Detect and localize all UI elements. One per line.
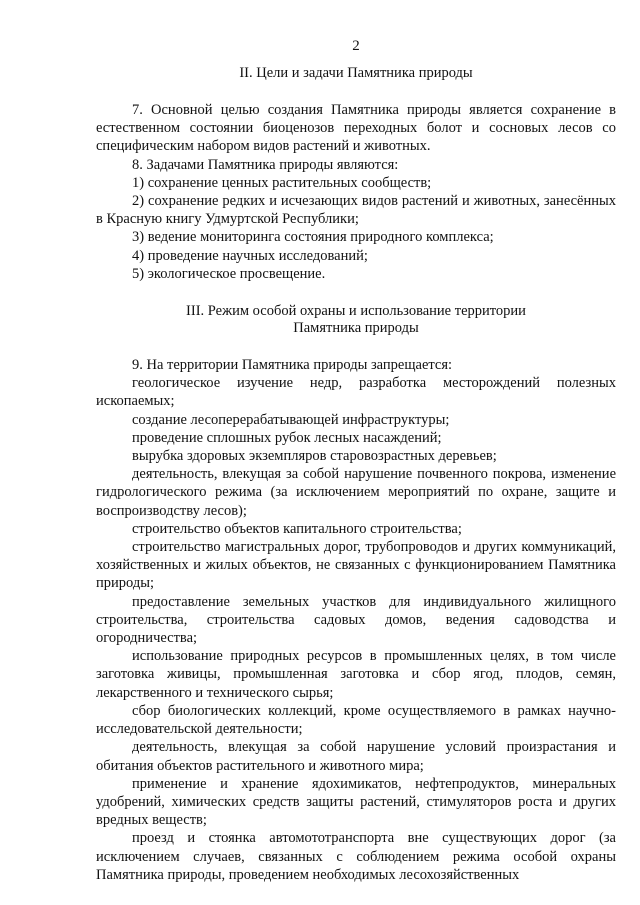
prohibition-item: вырубка здоровых экземпляров старовозрастных деревьев; xyxy=(132,448,497,465)
prohibition-item: сбор биологических коллекций, кроме осуществляемого в рамках научно-исследовательской деятельности; xyxy=(96,702,616,738)
paragraph-7: 7. Основной целью создания Памятника природы является сохранение в естественном состоянии биоценозов переходных болот и сосновых лесов со специфическим набором видов растений и животных. xyxy=(96,102,616,155)
prohibition-item: проезд и стоянка автомототранспорта вне существующих дорог (за исключением случаев, связанных с соблюдением режима особой охраны Памятника природы, проведением необходимых лесохозяйственных xyxy=(96,830,616,883)
prohibition-item: деятельность, влекущая за собой нарушение условий произрастания и обитания объектов растительного и животного мира; xyxy=(96,739,616,774)
prohibition-item: создание лесоперерабатывающей инфраструктуры; xyxy=(132,411,450,428)
prohibition-item: деятельность, влекущая за собой нарушение почвенного покрова, изменение гидрологического режима (за исключением мероприятий по охране, защите и воспроизводству лесов); xyxy=(96,466,616,519)
prohibition-item: проведение сплошных рубок лесных насаждений; xyxy=(132,429,442,446)
task-item: 1) сохранение ценных растительных сообществ; xyxy=(132,174,432,191)
spacer xyxy=(96,283,616,303)
prohibition-item: предоставление земельных участков для индивидуального жилищного строительства, строительства садовых домов, ведения садоводства и огородничества; xyxy=(96,593,616,647)
prohibition-item: строительство объектов капитального строительства; xyxy=(132,520,462,537)
paragraph-8: 8. Задачами Памятника природы являются: xyxy=(132,156,399,173)
prohibition-item: использование природных ресурсов в промышленных целях, в том числе заготовка живицы, промышленная заготовка и сбор ягод, плодов, семян, лекарственного и технического сырья; xyxy=(96,648,616,701)
spacer xyxy=(96,337,616,356)
section-3-title-line-2: Памятника природы xyxy=(293,320,419,337)
task-item: 3) ведение мониторинга состояния природного комплекса; xyxy=(132,229,494,246)
prohibition-item: применение и хранение ядохимикатов, нефтепродуктов, минеральных удобрений, химических средств защиты растений, стимуляторов роста и других вредных веществ; xyxy=(96,775,616,829)
section-2-title: II. Цели и задачи Памятника природы xyxy=(239,65,473,81)
task-item: 2) сохранение редких и исчезающих видов растений и животных, занесённых в Красную книгу Удмуртской Республики; xyxy=(96,193,616,228)
prohibition-item: строительство магистральных дорог, трубопроводов и других коммуникаций, хозяйственных и жилых объектов, не связанных с функционированием Памятника природы; xyxy=(96,539,616,592)
page-number: 2 xyxy=(352,38,360,54)
spacer xyxy=(96,82,616,101)
task-item: 5) экологическое просвещение. xyxy=(132,265,326,282)
prohibition-item: геологическое изучение недр, разработка месторождений полезных ископаемых; xyxy=(96,375,616,410)
section-3-title-line-1: III. Режим особой охраны и использование территории xyxy=(186,303,526,320)
paragraph-9: 9. На территории Памятника природы запрещается: xyxy=(132,357,453,374)
task-item: 4) проведение научных исследований; xyxy=(132,247,368,264)
